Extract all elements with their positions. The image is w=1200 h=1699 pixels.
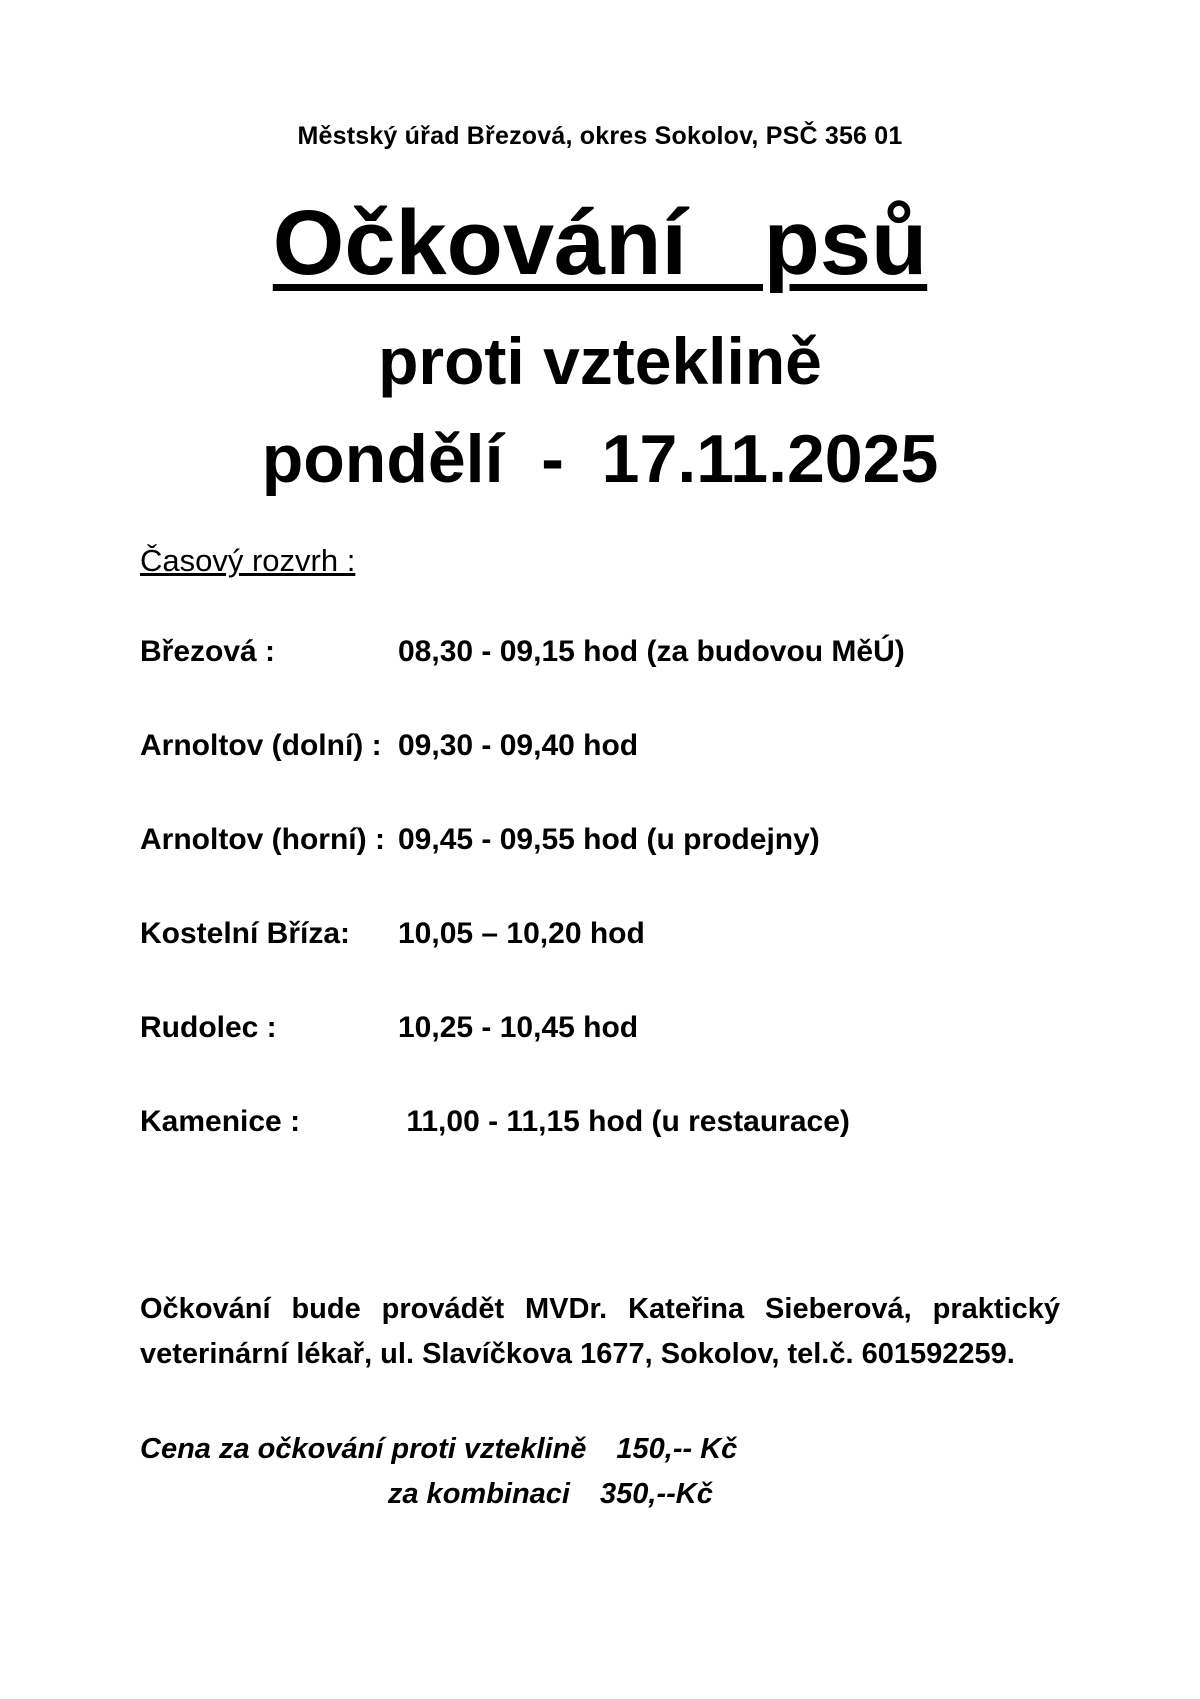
price-value-rabies: 150,-- Kč: [616, 1432, 738, 1465]
price-label-rabies: Cena za očkování proti vzteklině: [140, 1432, 587, 1465]
schedule-list: [140, 635, 1060, 1139]
municipality-header: Městský úřad Březová, okres Sokolov, PSČ 356 01: [297, 122, 903, 150]
veterinarian-info-paragraph: Očkování bude provádět MVDr. Kateřina Sieberová, praktický veterinární lékař, ul. Slavíčkova 1677, Sokolov, tel.č. 601592259.: [140, 1292, 1060, 1370]
schedule-time: 09,45 - 09,55 hod (u prodejny): [398, 822, 820, 856]
schedule-place: Kamenice :: [140, 1104, 301, 1138]
date-line: pondělí - 17.11.2025: [261, 421, 939, 498]
schedule-time: 11,00 - 11,15 hod (u restaurace): [398, 1104, 850, 1138]
schedule-row-kamenice: [140, 1105, 1060, 1139]
schedule-row-rudolec: [140, 1011, 1060, 1045]
schedule-place: Kostelní Bříza:: [140, 916, 351, 950]
price-list: [140, 1427, 1060, 1517]
price-row-rabies: [140, 1427, 1060, 1472]
schedule-place: Březová :: [140, 634, 276, 668]
subtitle-against-rabies: proti vzteklině: [378, 324, 822, 399]
price-value-combination: 350,--Kč: [600, 1477, 713, 1510]
schedule-row-arnoltov-horni: [140, 823, 1060, 857]
schedule-time: 08,30 - 09,15 hod (za budovou MěÚ): [398, 634, 905, 668]
price-row-combination: [140, 1472, 1060, 1517]
schedule-heading: Časový rozvrh :: [140, 542, 356, 578]
price-label-combination: za kombinaci: [387, 1477, 570, 1510]
schedule-time: 09,30 - 09,40 hod: [398, 728, 639, 762]
schedule-time: 10,25 - 10,45 hod: [398, 1010, 639, 1044]
schedule-place: Arnoltov (horní) :: [140, 822, 394, 856]
page-title: Očkování psů: [272, 192, 928, 294]
schedule-time: 10,05 – 10,20 hod: [398, 916, 645, 950]
schedule-place: Arnoltov (dolní) :: [140, 728, 390, 762]
schedule-row-brezova: [140, 635, 1060, 669]
schedule-row-kostelni-briza: [140, 917, 1060, 951]
schedule-row-arnoltov-dolni: [140, 729, 1060, 763]
schedule-place: Rudolec :: [140, 1010, 277, 1044]
